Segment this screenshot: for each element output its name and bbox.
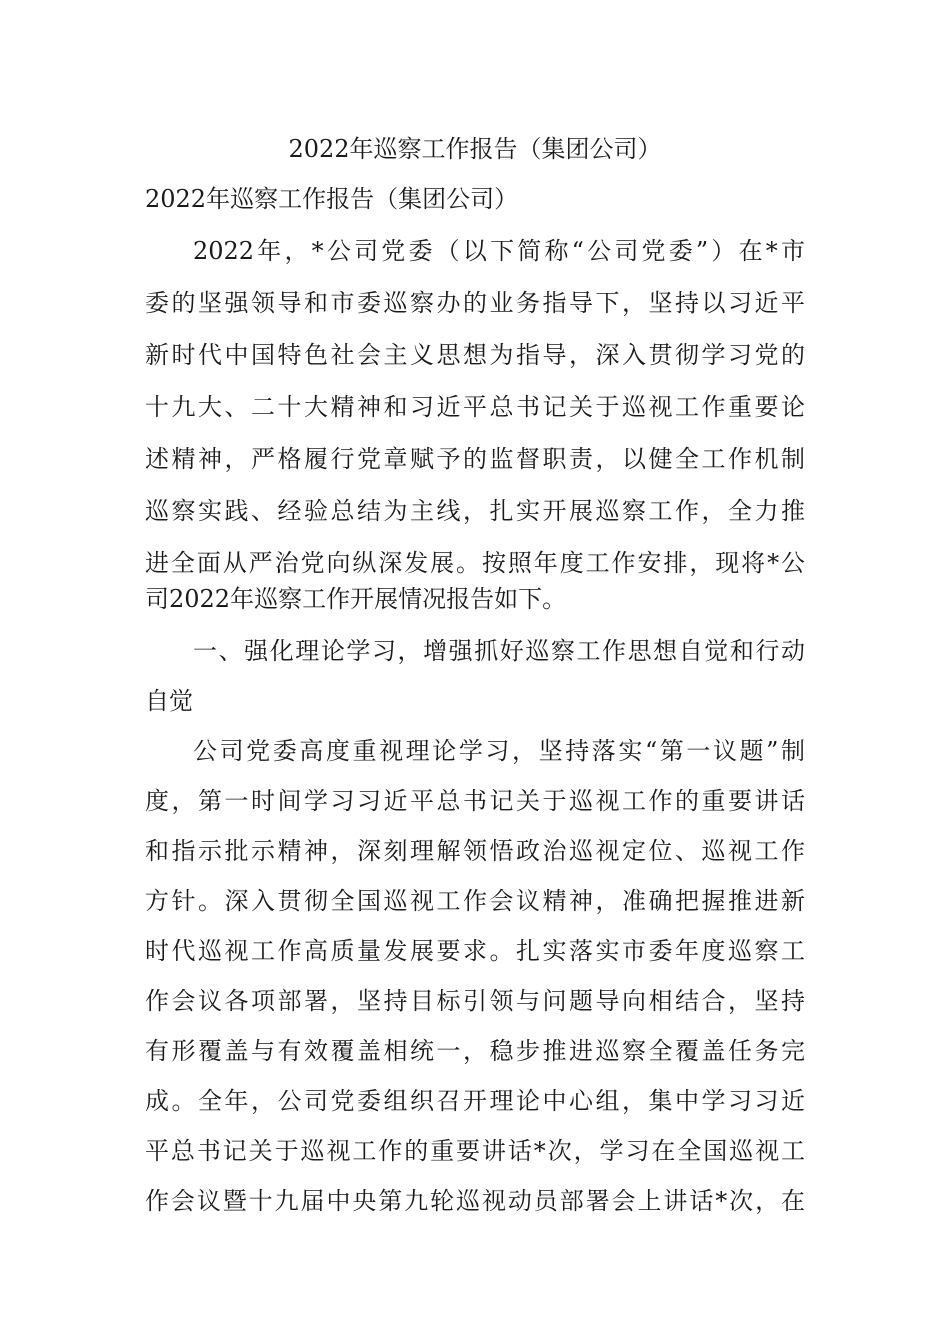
section-heading-line: 自觉 — [145, 687, 193, 715]
paragraph-1-line: 司2022年巡察工作开展情况报告如下。 — [145, 585, 567, 613]
paragraph-1-line: 进全面从严治党向纵深发展。按照年度工作安排，现将*公 — [145, 549, 805, 577]
paragraph-2-line: 时代巡视工作高质量发展要求。扎实落实市委年度巡察工 — [145, 937, 805, 965]
paragraph-2-line: 平总书记关于巡视工作的重要讲话*次，学习在全国巡视工 — [145, 1137, 805, 1165]
paragraph-2-line: 度，第一时间学习习近平总书记关于巡视工作的重要讲话 — [145, 787, 805, 815]
paragraph-2-line: 作会议暨十九届中央第九轮巡视动员部署会上讲话*次，在 — [145, 1187, 805, 1215]
paragraph-1-line: 2022年，*公司党委（以下简称“公司党委”）在*市 — [193, 237, 805, 265]
paragraph-2-line: 成。全年，公司党委组织召开理论中心组，集中学习习近 — [145, 1087, 805, 1115]
paragraph-2-line: 和指示批示精神，深刻理解领悟政治巡视定位、巡视工作 — [145, 837, 805, 865]
document-title: 2022年巡察工作报告（集团公司） — [288, 135, 662, 163]
paragraph-1-line: 巡察实践、经验总结为主线，扎实开展巡察工作，全力推 — [145, 497, 805, 525]
paragraph-1-line: 述精神，严格履行党章赋予的监督职责，以健全工作机制 — [145, 445, 805, 473]
document-subtitle: 2022年巡察工作报告（集团公司） — [145, 185, 519, 213]
paragraph-1-line: 新时代中国特色社会主义思想为指导，深入贯彻学习党的 — [145, 341, 805, 369]
paragraph-1-line: 十九大、二十大精神和习近平总书记关于巡视工作重要论 — [145, 393, 805, 421]
paragraph-2-line: 方针。深入贯彻全国巡视工作会议精神，准确把握推进新 — [145, 887, 805, 915]
paragraph-1-line: 委的坚强领导和市委巡察办的业务指导下，坚持以习近平 — [145, 289, 805, 317]
paragraph-2-line: 有形覆盖与有效覆盖相统一，稳步推进巡察全覆盖任务完 — [145, 1037, 805, 1065]
paragraph-2-line: 公司党委高度重视理论学习，坚持落实“第一议题”制 — [193, 737, 805, 765]
paragraph-2-line: 作会议各项部署，坚持目标引领与问题导向相结合，坚持 — [145, 987, 805, 1015]
section-heading-line: 一、强化理论学习，增强抓好巡察工作思想自觉和行动 — [193, 637, 805, 665]
